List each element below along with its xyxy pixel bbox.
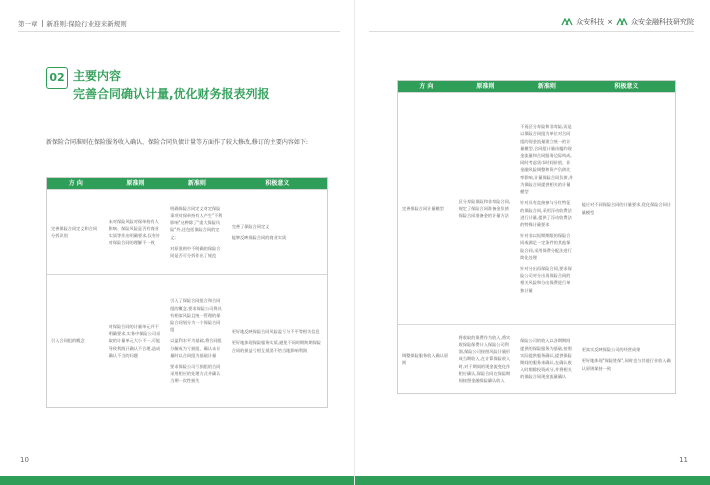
direction-cell: [47, 190, 105, 274]
cell-paragraph: 要求保险公司亏损组的合同采用相应的处理方式并确认当期一次性损失: [170, 364, 221, 384]
cell-paragraph: 完善保险合同定义和合同分拆识别: [51, 225, 98, 238]
cell-paragraph: 保险公司的收入以各期期间提供的保险服务为基础,按照实际提供服务确认,提供保险期间的服务来确认,在确认收入时剔除投资成分,并将相关的保险合同现金流量确认: [520, 338, 572, 380]
table-row: [398, 324, 675, 393]
zhongan-logo-icon: [616, 18, 628, 26]
table-body: [47, 189, 327, 407]
brand-name-tech: 众安科技: [576, 18, 605, 26]
old-standard-cell: [105, 275, 167, 407]
cell-paragraph: 明确保险合同定义对定保险事项对保单持有人产生"不利影响"这种除了"重大保险风险"外,还包括保险合同的定义;: [170, 205, 223, 240]
col-old-standard: 原准则: [476, 83, 495, 90]
running-header: [18, 19, 127, 28]
page-number-right: 11: [679, 456, 688, 464]
direction-cell: [398, 93, 455, 324]
section-number: 02: [46, 67, 68, 89]
cell-paragraph: 更好地反映保险合同风险盈亏与不平等相关信息: [231, 329, 320, 335]
cell-paragraph: 更好地体现保险服务实质,避免不同时期跨期保险合同的损益亏相互抵消不恰当地影响利润: [231, 340, 321, 353]
right-page: [355, 0, 710, 485]
cell-paragraph: 区分寿险保险和非寿险合同,规定了保险合同准备金负债保险合同准备金的计量方法: [458, 198, 511, 219]
cell-paragraph: 以盈利水平为基础,将合同组分解成为亏损组、确认未计量时以合同组为基础计量: [170, 338, 222, 358]
direction-cell: [47, 275, 105, 407]
cell-paragraph: 针对非以短期期限的保险合同或满足一定条件的其他保险合同,采用保费分配法进行简化处理: [520, 233, 572, 260]
cell-paragraph: 对原准则中不明确的保险合同是否可分拆作出了规范: [170, 245, 221, 258]
header-rule: [369, 31, 694, 32]
new-standard-cell: [516, 325, 578, 393]
cell-paragraph: 更真实反映保险公司的经营成果: [581, 347, 641, 353]
significance-cell: [578, 93, 675, 324]
cell-paragraph: 引入合同组的概念: [51, 338, 85, 344]
table-header: [47, 178, 327, 189]
col-new-standard: 新准则: [537, 83, 556, 90]
direction-cell: [398, 325, 455, 393]
cell-paragraph: 能够反映保险合同的商业实质: [231, 235, 287, 240]
col-new-standard: 新准则: [187, 180, 206, 187]
cell-paragraph: 调整保险服务收入确认原则: [402, 352, 449, 365]
table-row: [47, 189, 327, 274]
brand-times: ×: [607, 18, 613, 26]
col-direction: 方 向: [68, 180, 83, 187]
section-subtitle: 完善合同确认计量,优化财务报表列报: [73, 87, 270, 101]
cell-paragraph: 针对具有直接参与分红特征的保险合同,采用浮动收费法进行计量,提供了浮动收费法的特殊计量要求: [520, 200, 572, 227]
new-standard-cell: [166, 275, 228, 407]
old-standard-cell: [455, 93, 517, 324]
table-header: [398, 81, 675, 92]
changes-table-left: [46, 177, 328, 408]
table-row: [398, 92, 675, 324]
col-significance: 积极意义: [614, 83, 639, 90]
footer-bar-left: [0, 476, 355, 485]
significance-cell: [578, 325, 675, 393]
significance-cell: [228, 275, 327, 407]
table-row: [47, 274, 327, 407]
col-significance: 积极意义: [265, 180, 290, 187]
breadcrumb: 新准则:保险行业迎来新规则: [46, 20, 127, 28]
cell-paragraph: 能应对不同保险合同的计量要求,优化保险合同计量模型: [581, 202, 672, 215]
intro-paragraph: 新保险合同准则在保险服务收入确认、保险合同负债计量等方面作了较大修改,修订的主要内容如下:: [46, 139, 308, 146]
old-standard-cell: [105, 190, 167, 274]
col-old-standard: 原准则: [126, 180, 145, 187]
cell-paragraph: 针对分出再保险合同,要求保险公司对分出再保险合同的相关风险和分出保费进行单独计量: [520, 265, 572, 293]
brand-header: [561, 17, 694, 27]
brand-name-institute: 众安金融科技研究院: [631, 18, 694, 26]
new-standard-cell: [166, 190, 228, 274]
new-standard-cell: [516, 93, 578, 324]
old-standard-cell: [455, 325, 517, 393]
cell-paragraph: 更好地体现"保险姓保",同时也与其他行业收入确认原则保持一致: [581, 358, 671, 371]
cell-paragraph: 不再区分寿险和非寿险,而是以保险合同组为单位对合同组的现金流量建立统一的计量模型,合同组计量由履约现金流量和合同服务边际构成,同时考虑货币时间价值、非金融风险调整和资产负债比率影响,计量保险合同负债,并为保险合同提供相关的计量模型: [520, 124, 574, 195]
changes-table-right: [397, 80, 676, 394]
page-number-left: 10: [20, 456, 29, 464]
cell-paragraph: 完善保险合同计量模型: [402, 205, 444, 211]
zhongan-logo-icon: [561, 18, 573, 26]
section-title: 主要内容: [73, 69, 122, 83]
cell-paragraph: 完善了保险合同定义: [231, 223, 270, 229]
cell-paragraph: 引入了保险合同组合和合同组的概念,要求保险公司将具有相似风险且统一管理的保险合同划分为一个保险合同组: [170, 298, 222, 333]
header-divider: [42, 20, 43, 27]
cell-paragraph: 对保险合同的计量单元并不明确要求,实务中保险公司采取的计量单元大小不一,可能导致利润只确认不合理,造成确认不当的问题: [108, 323, 161, 358]
significance-cell: [228, 190, 327, 274]
footer-bar-right: [355, 476, 710, 485]
table-body: [398, 92, 675, 393]
chapter-label: 第一章: [18, 20, 38, 28]
cell-paragraph: 将收取的保费作为收入,将实收保险保费计入保险公司利润,保险公司按照风险计量形成当期收入,在计算保险收入时,对于期间的现金流变化作相应确认,保险合同在保险期间按照金融保险确认收入: [458, 334, 511, 383]
header-rule: [18, 31, 340, 32]
cell-paragraph: 未对保险风险对保单持有人影响、保险风险是否有商业实质等作出明确要求,仅有针对保险合同的理解不一致: [108, 218, 161, 246]
col-direction: 方 向: [419, 83, 434, 90]
